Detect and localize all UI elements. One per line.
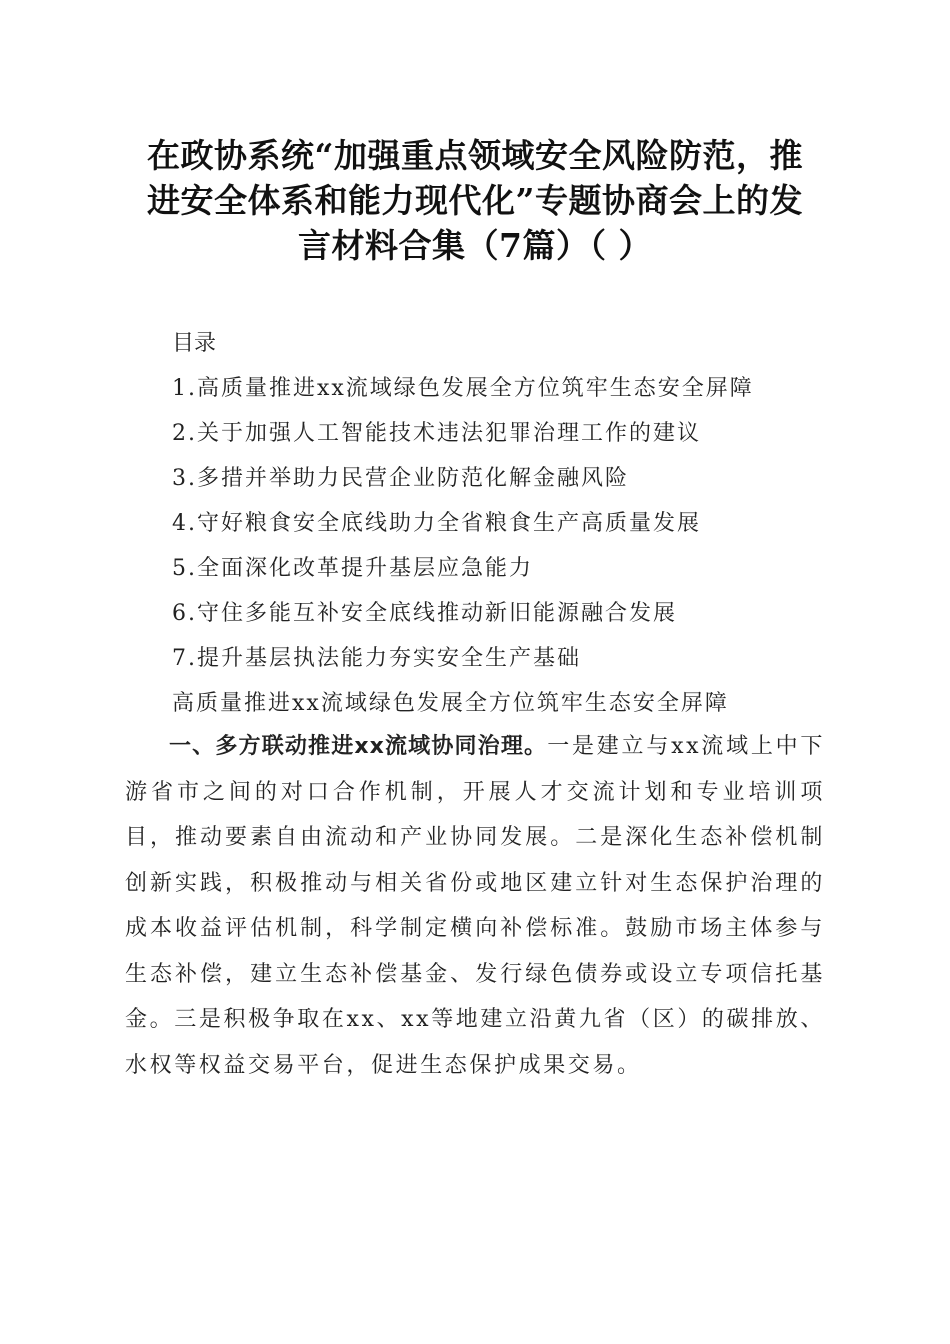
toc-heading: 目录 — [172, 331, 217, 356]
toc-item: 5.全面深化改革提升基层应急能力 — [172, 556, 533, 581]
toc-item: 2.关于加强人工智能技术违法犯罪治理工作的建议 — [172, 421, 701, 446]
table-of-contents — [172, 366, 754, 681]
toc-item: 4.守好粮食安全底线助力全省粮食生产高质量发展 — [172, 511, 701, 536]
toc-item: 3.多措并举助力民营企业防范化解金融风险 — [172, 466, 629, 491]
toc-item: 6.守住多能互补安全底线推动新旧能源融合发展 — [172, 601, 677, 626]
paragraph-body-text: 一是建立与xx流域上中下游省市之间的对口合作机制，开展人才交流计划和专业培训项目，推动要素自由流动和产业协同发展。二是深化生态补偿机制创新实践，积极推动与相关省份或地区建立针对生态保护治理的成本收益评估机制，科学制定横向补偿标准。鼓励市场主体参与生态补偿，建立生态补偿基金、发行绿色债券或设立专项信托基金。三是积极争取在xx、xx等地建立沿黄九省（区）的碳排放、水权等权益交易平台，促进生态保护成果交易。 — [125, 734, 826, 1078]
title-line-2: 进安全体系和能力现代化”专题协商会上的发 — [147, 181, 803, 220]
body-paragraph — [125, 724, 825, 1088]
title-line-3: 言材料合集（7篇）（ ） — [298, 226, 652, 265]
title-line-1: 在政协系统“加强重点领域安全风险防范，推 — [147, 136, 803, 175]
paragraph-lead-heading: 一、多方联动推进xx流域协同治理。 — [169, 734, 548, 759]
section-title: 高质量推进xx流域绿色发展全方位筑牢生态安全屏障 — [172, 691, 729, 716]
toc-item: 1.高质量推进xx流域绿色发展全方位筑牢生态安全屏障 — [172, 376, 754, 401]
document-title — [110, 133, 840, 268]
toc-item: 7.提升基层执法能力夯实安全生产基础 — [172, 646, 581, 671]
